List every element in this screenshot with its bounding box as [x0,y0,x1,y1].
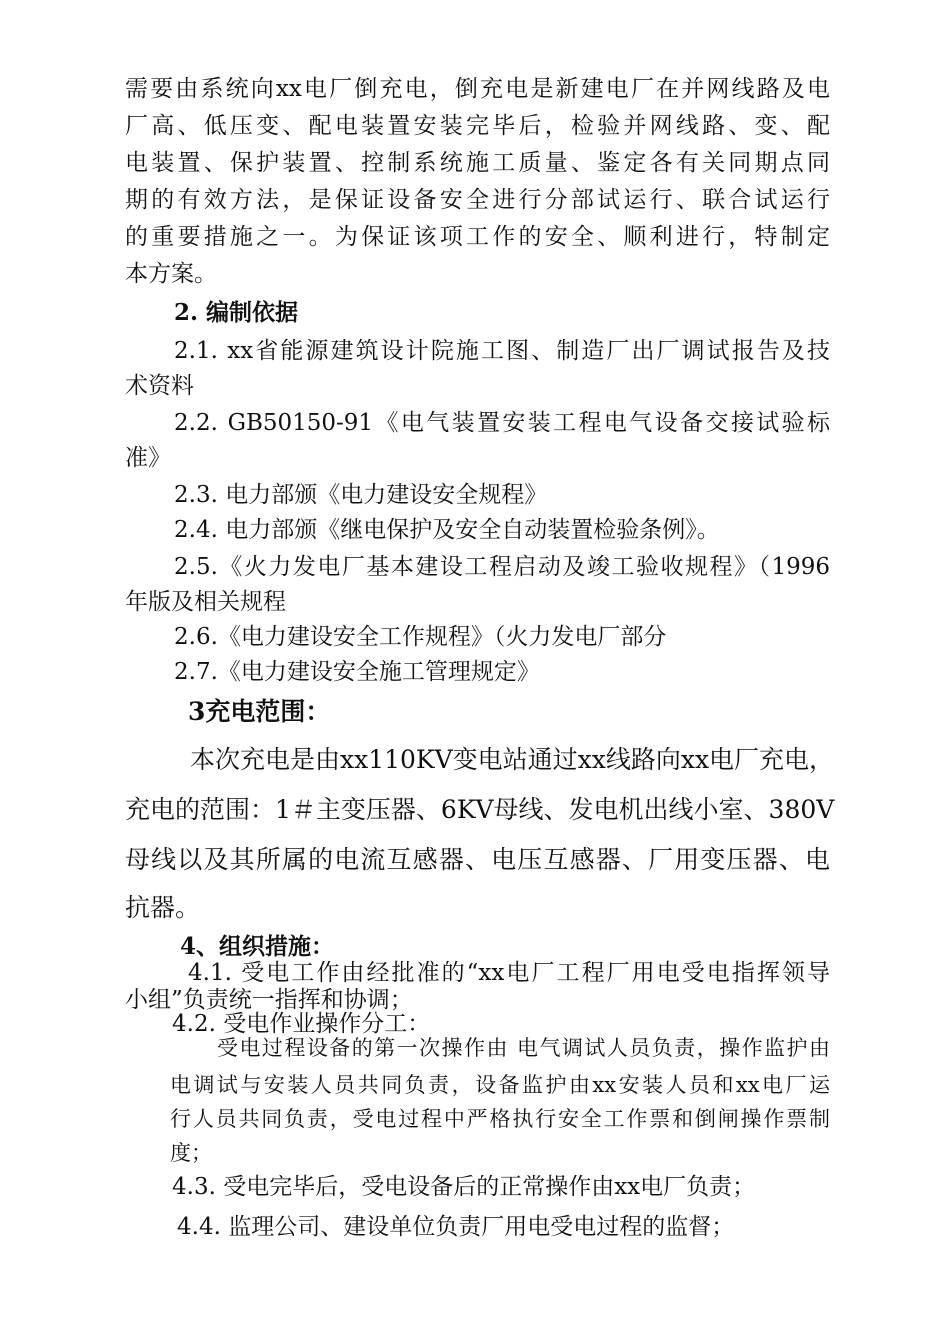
intro-line-4: 期的有效方法，是保证设备安全进行分部试运行、联合试运行 [125,187,830,213]
ref-2-1-cont: 术资料 [125,373,194,399]
measure-4-2-body-3: 行人员共同负责，受电过程中严格执行安全工作票和倒闸操作票制 [170,1107,830,1131]
intro-line-6: 本方案。 [125,261,217,287]
ref-2-5: 2.5.《火力发电厂基本建设工程启动及竣工验收规程》（1996 [174,554,830,580]
ref-2-6: 2.6.《电力建设安全工作规程》（火力发电厂部分 [174,624,667,650]
measure-4-1-cont: 小组”负责统一指挥和协调； [125,987,413,1013]
measure-4-1: 4.1. 受电工作由经批准的“xx电厂工程厂用电受电指挥领导 [188,960,830,986]
section-3-heading: 3充电范围： [188,697,331,726]
scope-line-4: 抗器。 [125,893,201,922]
measure-4-2-body-4: 度； [170,1141,212,1165]
measure-4-2-body-2: 电调试与安装人员共同负责，设备监护由xx安装人员和xx电厂运 [170,1073,830,1097]
measure-4-3: 4.3. 受电完毕后，受电设备后的正常操作由xx电厂负责； [172,1174,756,1200]
ref-2-1: 2.1. xx省能源建筑设计院施工图、制造厂出厂调试报告及技 [174,338,830,364]
scope-line-3: 母线以及其所属的电流互感器、电压互感器、厂用变压器、电 [125,845,830,874]
intro-line-2: 厂高、低压变、配电装置安装完毕后，检验并网线路、变、配 [125,113,830,139]
ref-2-4: 2.4. 电力部颁《继电保护及安全自动装置检验条例》。 [174,517,720,543]
intro-line-1: 需要由系统向xx电厂倒充电，倒充电是新建电厂在并网线路及电 [125,76,830,102]
measure-4-2: 4.2. 受电作业操作分工： [172,1011,431,1037]
ref-2-2-cont: 准》 [125,445,171,471]
measure-4-4: 4.4. 监理公司、建设单位负责厂用电受电过程的监督； [177,1214,735,1240]
ref-2-5-cont: 年版及相关规程 [125,589,286,615]
scope-line-2: 充电的范围：1＃主变压器、6KV母线、发电机出线小室、380V [125,795,835,824]
section-4-heading: 4、组织措施： [180,933,335,960]
intro-line-3: 电装置、保护装置、控制系统施工质量、鉴定各有关同期点同 [125,150,830,176]
scope-line-1: 本次充电是由xx110KV变电站通过xx线路向xx电厂充电， [190,745,835,774]
intro-line-5: 的重要措施之一。为保证该项工作的安全、顺利进行，特制定 [125,224,830,250]
ref-2-2: 2.2. GB50150-91《电气装置安装工程电气设备交接试验标 [174,410,830,436]
section-2-heading: 2. 编制依据 [174,299,299,326]
measure-4-2-body-1: 受电过程设备的第一次操作由 电气调试人员负责，操作监护由 [217,1036,830,1060]
ref-2-3: 2.3. 电力部颁《电力建设安全规程》 [174,482,548,508]
ref-2-7: 2.7.《电力建设安全施工管理规定》 [174,659,540,685]
